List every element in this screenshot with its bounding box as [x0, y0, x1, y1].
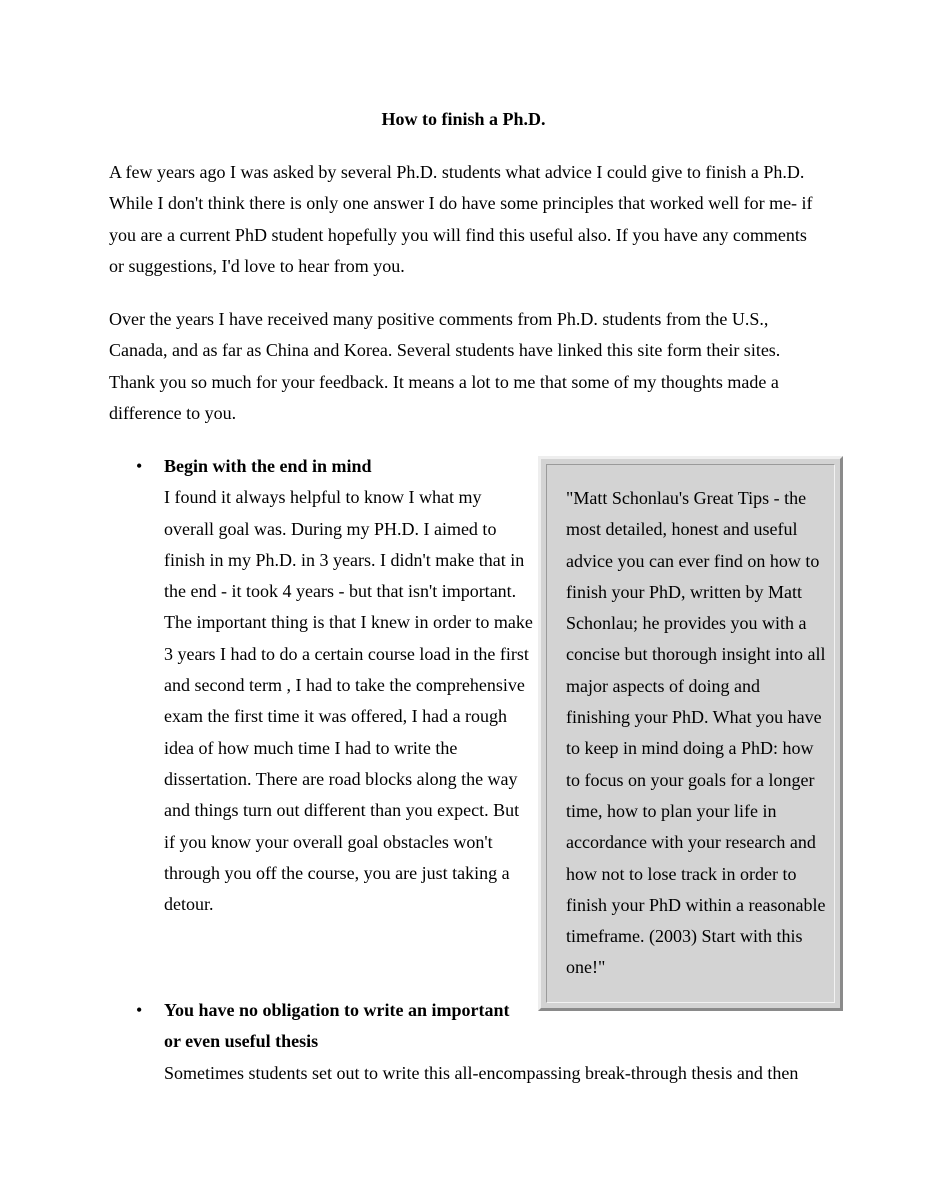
page-title: How to finish a Ph.D.	[381, 109, 546, 129]
feedback-paragraph: Over the years I have received many positive comments from Ph.D. students from the U.S., Canada, and as far as China and Korea. Several students have linked this site form their sites. Thank you so much for your feedback. It means a lot to me that some of my thoughts made a difference to you.	[109, 309, 781, 423]
bullet-heading: Begin with the end in mind	[164, 456, 372, 476]
quote-box	[538, 456, 843, 1011]
bullet-text: Sometimes students set out to write this all-encompassing break-through thesis and then	[164, 1062, 799, 1083]
bullet-icon: •	[136, 1000, 143, 1020]
quote-inner-frame	[546, 464, 835, 1003]
bullet-icon: •	[136, 456, 143, 476]
bullet-item-begin-with-end	[164, 451, 534, 920]
bullet-text: I found it always helpful to know I what my overall goal was. During my PH.D. I aimed to finish in my Ph.D. in 3 years. I didn't make that in the end - it took 4 years - but that isn't important. The important thing is that I knew in order to make 3 years I had to do a certain course load in the first and second term , I had to take the comprehensive exam the first time it was offered, I had a rough idea of how much time I had to write the dissertation. There are road blocks along the way and things turn out different than you expect. But if you know your overall goal obstacles won't through you off the course, you are just taking a detour.	[164, 487, 533, 915]
bullet-heading: You have no obligation to write an important or even useful thesis	[164, 1000, 510, 1052]
quote-text: "Matt Schonlau's Great Tips - the most detailed, honest and useful advice you can ever find on how to finish your PhD, written by Matt Schonlau; he provides you with a concise but thorough insight into all major aspects of doing and finishing your PhD. What you have to keep in mind doing a PhD: how to focus on your goals for a longer time, how to plan your life in accordance with your research and how not to lose track in order to finish your PhD within a reasonable timeframe. (2003) Start with this one!"	[566, 488, 826, 978]
bullet-item-no-obligation	[164, 995, 824, 1089]
intro-paragraph: A few years ago I was asked by several Ph.D. students what advice I could give to finish a Ph.D. While I don't think there is only one answer I do have some principles that worked well for me- if you are a current PhD student hopefully you will find this useful also. If you have any comments or suggestions, I'd love to hear from you.	[109, 162, 813, 276]
